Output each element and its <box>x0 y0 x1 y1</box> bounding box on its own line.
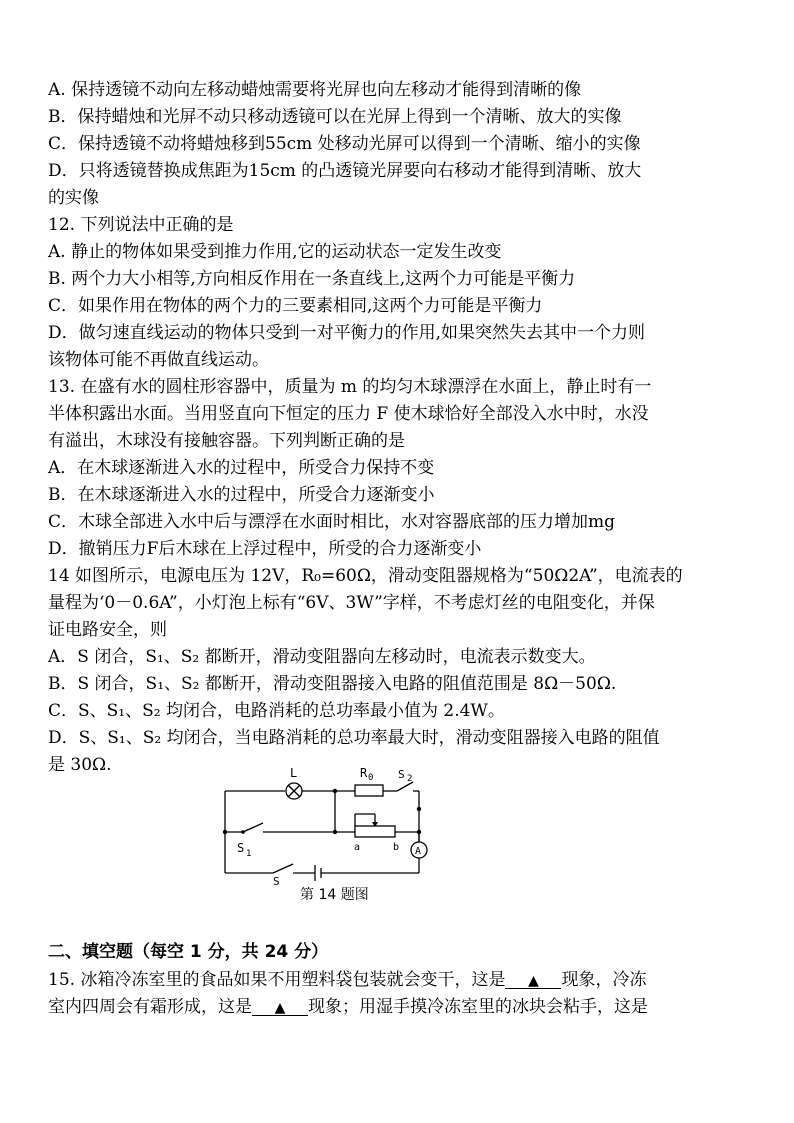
section-heading: 二、填空题（每空 1 分，共 24 分） <box>48 942 329 962</box>
q11-option-b: B．保持蜡烛和光屏不动只移动透镜可以在光屏上得到一个清晰、放大的实像 <box>48 107 622 127</box>
q12-option-a: A. 静止的物体如果受到推力作用,它的运动状态一定发生改变 <box>48 242 502 262</box>
q13-stem-line2: 半体积露出水面。当用竖直向下恒定的压力 F 使木球恰好全部没入水中时，水没 <box>48 404 649 424</box>
rheostat <box>355 826 395 837</box>
r0-resistor <box>355 785 383 796</box>
q15-line1-text-a: 15. 冰箱冷冻室里的食品如果不用塑料袋包装就会变干，这是 <box>48 970 506 990</box>
q15-line1-text-b: 现象，冷冻 <box>561 970 647 990</box>
label-s1: S <box>237 841 245 855</box>
q15-line1 <box>48 970 748 990</box>
label-lamp: L <box>290 766 298 780</box>
q15-line2 <box>48 997 748 1017</box>
q13-option-a: A．在木球逐渐进入水的过程中，所受合力保持不变 <box>48 458 435 478</box>
q12-option-d-line2: 该物体可能不再做直线运动。 <box>48 350 269 370</box>
q11-option-d-line1: D．只将透镜替换成焦距为15cm 的凸透镜光屏要向右移动才能得到清晰、放大 <box>48 161 642 181</box>
switch-s1 <box>243 823 263 832</box>
figure-caption: 第 14 题图 <box>300 887 369 903</box>
label-a: a <box>354 842 361 853</box>
q14-option-d-line1: D．S、S₁、S₂ 均闭合，当电路消耗的总功率最大时，滑动变阻器接入电路的阻值 <box>48 728 660 748</box>
answer-blank-1[interactable] <box>505 970 561 989</box>
q11-option-d-line2: 的实像 <box>48 188 99 208</box>
label-s: S <box>273 875 280 887</box>
q14-stem-line3: 证电路安全，则 <box>48 620 167 640</box>
q14-option-b: B．S 闭合，S₁、S₂ 都断开，滑动变阻器接入电路的阻值范围是 8Ω－50Ω. <box>48 674 617 694</box>
q12-option-d-line1: D．做匀速直线运动的物体只受到一对平衡力的作用,如果突然失去其中一个力则 <box>48 323 646 343</box>
label-b: b <box>393 842 400 853</box>
label-r0-sub: 0 <box>368 773 374 783</box>
label-s2-sub: 2 <box>407 774 413 784</box>
q14-stem-line2: 量程为‘0－0.6A”，小灯泡上标有“6V、3W”字样，不考虑灯丝的电阻变化，并保 <box>48 593 655 613</box>
q13-option-b: B．在木球逐渐进入水的过程中，所受合力逐渐变小 <box>48 485 435 505</box>
q13-stem-line1: 13. 在盛有水的圆柱形容器中，质量为 m 的均匀木球漂浮在水面上，静止时有一 <box>48 377 652 397</box>
q12-option-c: C．如果作用在物体的两个力的三要素相同,这两个力可能是平衡力 <box>48 296 543 316</box>
q11-option-a: A. 保持透镜不动向左移动蜡烛需要将光屏也向左移动才能得到清晰的像 <box>48 80 582 100</box>
circuit-diagram <box>215 762 445 887</box>
q13-option-d: D．撤销压力F后木球在上浮过程中，所受的合力逐渐变小 <box>48 539 482 559</box>
q15-line2-text-b: 现象；用湿手摸冷冻室里的冰块会粘手，这是 <box>308 997 648 1017</box>
q13-option-c: C．木球全部进入水中后与漂浮在水面时相比，水对容器底部的压力增加mg <box>48 512 616 532</box>
q11-option-c: C．保持透镜不动将蜡烛移到55cm 处移动光屏可以得到一个清晰、缩小的实像 <box>48 134 641 154</box>
label-ammeter: A <box>415 846 422 857</box>
q14-stem-line1: 14 如图所示，电源电压为 12V，R₀=60Ω，滑动变阻器规格为“50Ω2A”，电流表的 <box>48 566 683 586</box>
q12-option-b: B. 两个力大小相等,方向相反作用在一条直线上,这两个力可能是平衡力 <box>48 269 576 289</box>
q13-stem-line3: 有溢出，木球没有接触容器。下列判断正确的是 <box>48 431 405 451</box>
q14-option-c: C．S、S₁、S₂ 均闭合，电路消耗的总功率最小值为 2.4W。 <box>48 701 505 721</box>
q12-stem: 12. 下列说法中正确的是 <box>48 215 234 235</box>
label-s2: S <box>398 768 405 781</box>
blank-marker: ▲ <box>274 1000 286 1016</box>
switch-s <box>273 864 293 873</box>
q14-option-d-line2: 是 30Ω. <box>48 755 112 775</box>
blank-marker: ▲ <box>528 973 539 989</box>
label-r0: R <box>360 766 368 780</box>
q15-line2-text-a: 室内四周会有霜形成，这是 <box>48 997 252 1017</box>
q14-option-a: A．S 闭合，S₁、S₂ 都断开，滑动变阻器向左移动时，电流表示数变大。 <box>48 647 596 667</box>
answer-blank-2[interactable] <box>252 997 308 1016</box>
label-s1-sub: 1 <box>246 849 252 859</box>
